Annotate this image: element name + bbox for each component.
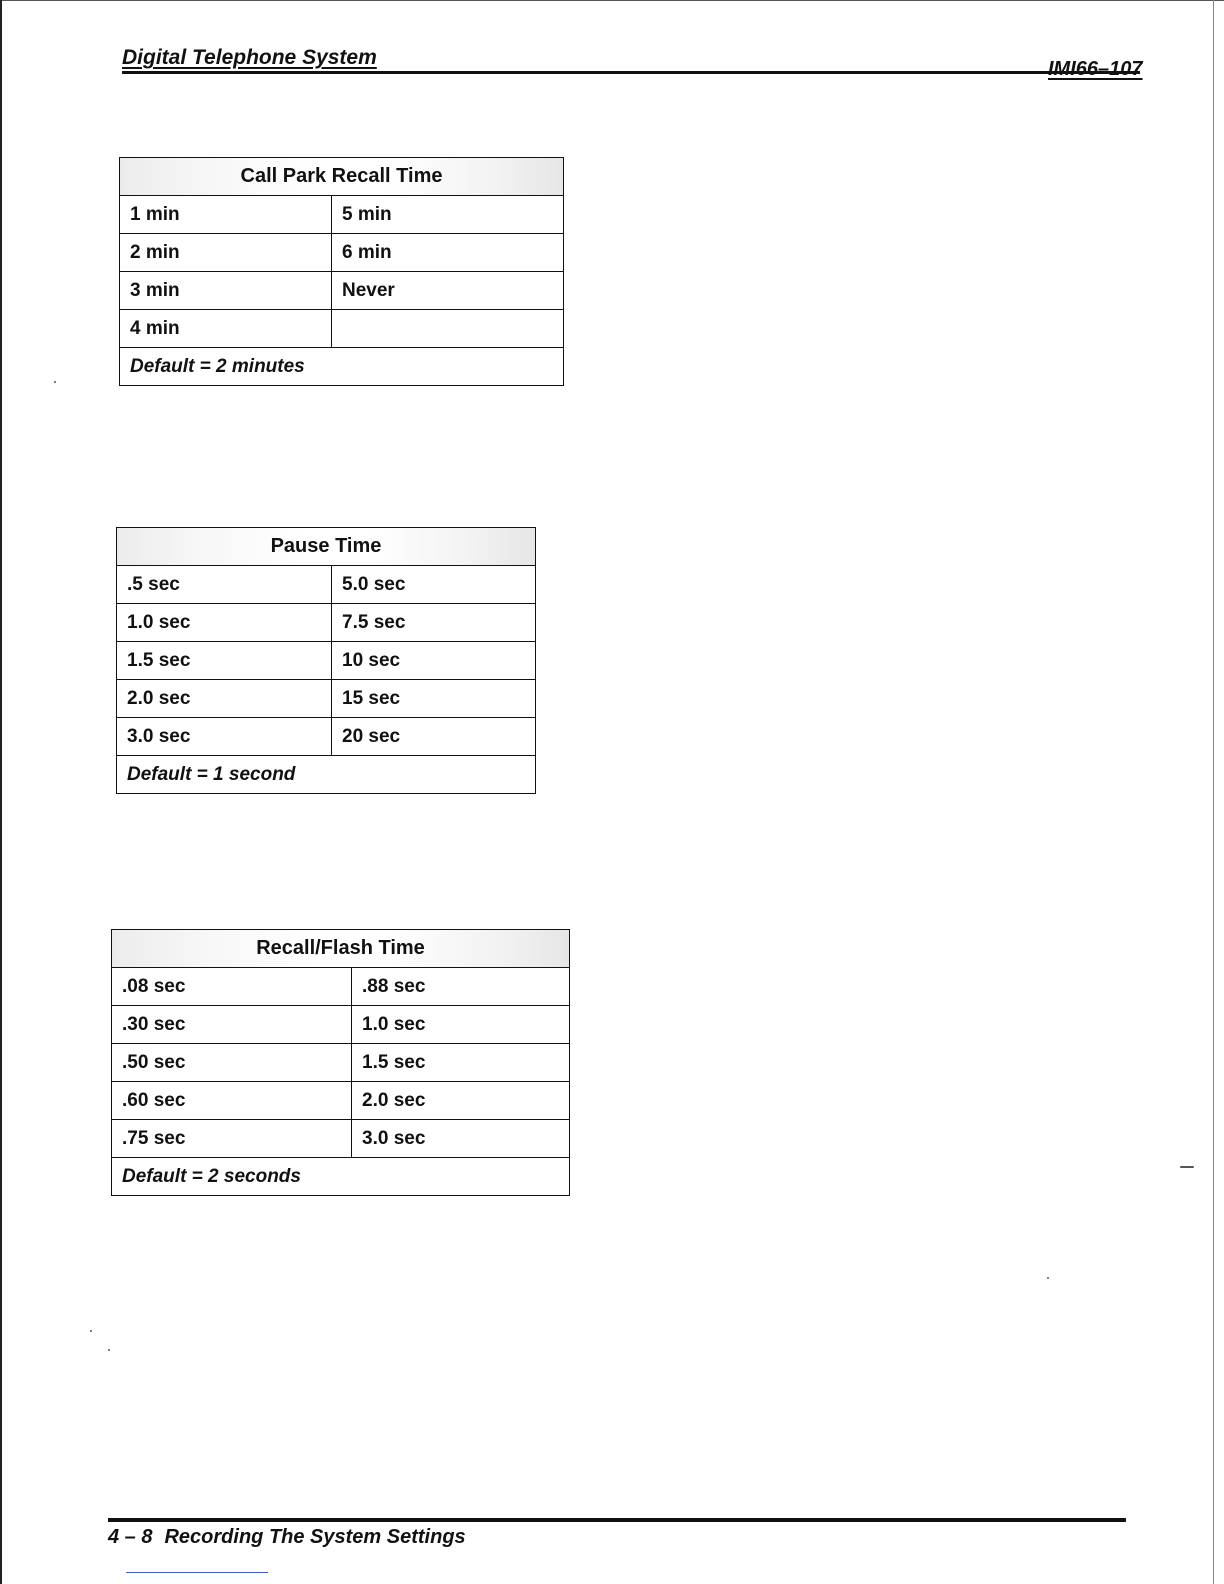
table-row (117, 680, 536, 718)
table-row (112, 1044, 570, 1082)
call-park-recall-table (119, 157, 564, 386)
table-cell: 1.5 sec (117, 642, 332, 680)
table-cell: .60 sec (112, 1082, 352, 1120)
table-cell: .75 sec (112, 1120, 352, 1158)
table-row (117, 604, 536, 642)
table-cell: 6 min (332, 234, 564, 272)
table-cell: 2 min (120, 234, 332, 272)
pause-time-table (116, 527, 536, 794)
default-value: Default = 2 seconds (112, 1158, 570, 1196)
table-row (112, 1120, 570, 1158)
table-cell: 2.0 sec (117, 680, 332, 718)
recall-flash-table (111, 929, 570, 1196)
table-cell: Never (332, 272, 564, 310)
table-cell: 3.0 sec (117, 718, 332, 756)
table-row (117, 566, 536, 604)
table-cell: .08 sec (112, 968, 352, 1006)
table-row (120, 234, 564, 272)
table-cell: 1.0 sec (352, 1006, 570, 1044)
table-title: Recall/Flash Time (112, 930, 570, 968)
header-rule (122, 71, 1140, 74)
table-cell: 5 min (332, 196, 564, 234)
table-row (112, 968, 570, 1006)
header-doc-id: IMI66–107 (1048, 58, 1143, 80)
table-cell: 15 sec (332, 680, 536, 718)
table-cell: 10 sec (332, 642, 536, 680)
table-row (120, 196, 564, 234)
blue-underline (126, 1572, 268, 1573)
table-default-row (120, 348, 564, 386)
table-cell: 1.5 sec (352, 1044, 570, 1082)
table-title-row (112, 930, 570, 968)
footer-page-number: 4 – 8 (108, 1526, 153, 1548)
table-row (117, 642, 536, 680)
table-row (112, 1082, 570, 1120)
scan-speck (1047, 1277, 1049, 1279)
table-cell: .30 sec (112, 1006, 352, 1044)
table-default-row (117, 756, 536, 794)
table-cell: .88 sec (352, 968, 570, 1006)
table-row (117, 718, 536, 756)
default-value: Default = 2 minutes (120, 348, 564, 386)
default-value: Default = 1 second (117, 756, 536, 794)
table-row (120, 272, 564, 310)
table-cell: 20 sec (332, 718, 536, 756)
footer-rule (108, 1518, 1126, 1522)
table-cell: 3 min (120, 272, 332, 310)
table-cell (332, 310, 564, 348)
scan-speck (54, 381, 56, 383)
table-default-row (112, 1158, 570, 1196)
table-title: Call Park Recall Time (120, 158, 564, 196)
footer-section-title: Recording The System Settings (164, 1526, 466, 1548)
page-edge-left (0, 0, 2, 1584)
table-cell: 2.0 sec (352, 1082, 570, 1120)
table-cell: .50 sec (112, 1044, 352, 1082)
table-row (120, 310, 564, 348)
table-cell: 3.0 sec (352, 1120, 570, 1158)
scan-speck (90, 1330, 92, 1332)
scan-speck (108, 1349, 110, 1351)
footer (108, 1526, 466, 1549)
scan-speck (1180, 1166, 1194, 1168)
table-title: Pause Time (117, 528, 536, 566)
table-cell: 1 min (120, 196, 332, 234)
table-cell: .5 sec (117, 566, 332, 604)
table-title-row (120, 158, 564, 196)
table-cell: 7.5 sec (332, 604, 536, 642)
table-row (112, 1006, 570, 1044)
page-edge-right (1213, 0, 1214, 1584)
header-title: Digital Telephone System (122, 46, 377, 69)
table-title-row (117, 528, 536, 566)
table-cell: 1.0 sec (117, 604, 332, 642)
table-cell: 4 min (120, 310, 332, 348)
table-cell: 5.0 sec (332, 566, 536, 604)
page-edge-top (0, 0, 1224, 1)
